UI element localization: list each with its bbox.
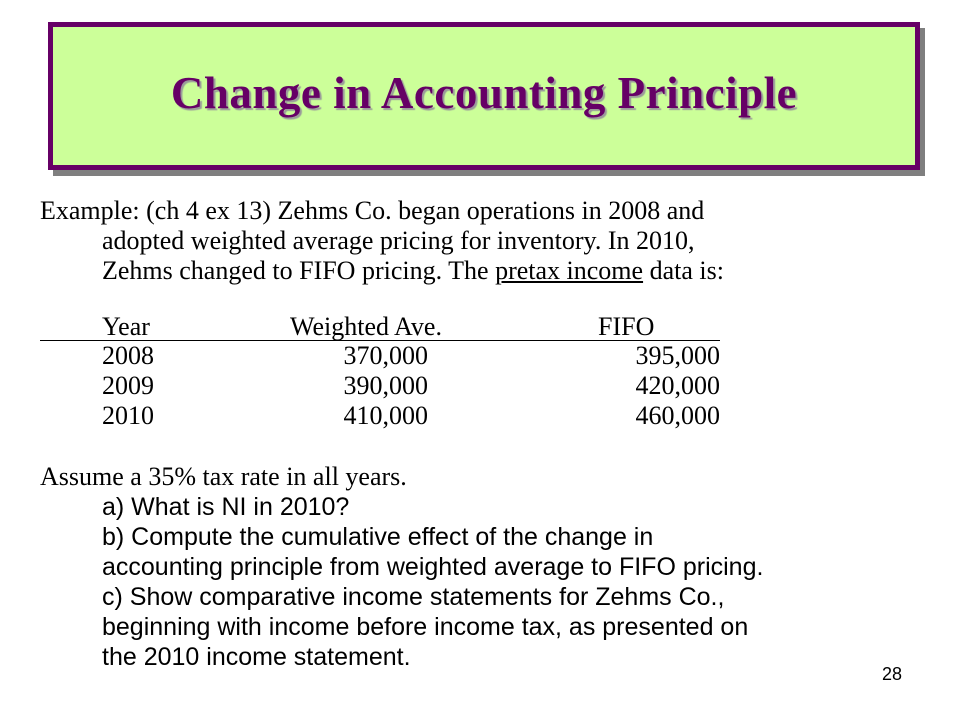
question-c-line-2: beginning with income before income tax, as presented on — [102, 613, 749, 641]
title-banner — [48, 22, 920, 170]
question-c-line-1: c) Show comparative income statements for Zehms Co., — [102, 583, 725, 611]
pretax-income-term: pretax income — [495, 256, 644, 285]
row-fifo: 395,000 — [635, 341, 720, 370]
row-fifo: 460,000 — [635, 401, 720, 430]
table-row — [40, 371, 720, 401]
row-year: 2010 — [102, 401, 154, 430]
intro-line-1: Example: (ch 4 ex 13) Zehms Co. began operations in 2008 and — [40, 196, 705, 225]
row-year: 2009 — [102, 371, 154, 400]
question-b-line-1: b) Compute the cumulative effect of the change in — [102, 523, 654, 551]
intro-line-3-end: data is: — [643, 256, 724, 285]
row-fifo: 420,000 — [635, 371, 720, 400]
page-number: 28 — [882, 664, 903, 684]
example-intro — [40, 196, 920, 286]
tax-rate-assumption: Assume a 35% tax rate in all years. — [40, 462, 407, 491]
question-c-line-3: the 2010 income statement. — [102, 643, 411, 671]
table-row — [40, 401, 720, 431]
row-weighted-ave: 370,000 — [343, 341, 428, 370]
question-b-line-2: accounting principle from weighted average to FIFO pricing. — [102, 553, 764, 581]
intro-line-3-start: Zehms changed to FIFO pricing. The — [102, 256, 496, 285]
pretax-income-table — [40, 312, 720, 431]
header-year: Year — [102, 312, 150, 341]
row-weighted-ave: 390,000 — [343, 371, 428, 400]
row-weighted-ave: 410,000 — [343, 401, 428, 430]
header-weighted-ave: Weighted Ave. — [290, 312, 442, 341]
assumptions-and-questions — [40, 462, 920, 672]
table-row — [40, 341, 720, 371]
table-header-row — [40, 312, 720, 341]
row-year: 2008 — [102, 341, 154, 370]
question-a: a) What is NI in 2010? — [102, 493, 350, 521]
slide-title: Change in Accounting Principle — [170, 68, 798, 118]
intro-line-3 — [40, 256, 920, 286]
intro-line-2: adopted weighted average pricing for inventory. In 2010, — [102, 226, 695, 255]
header-fifo: FIFO — [598, 312, 655, 341]
